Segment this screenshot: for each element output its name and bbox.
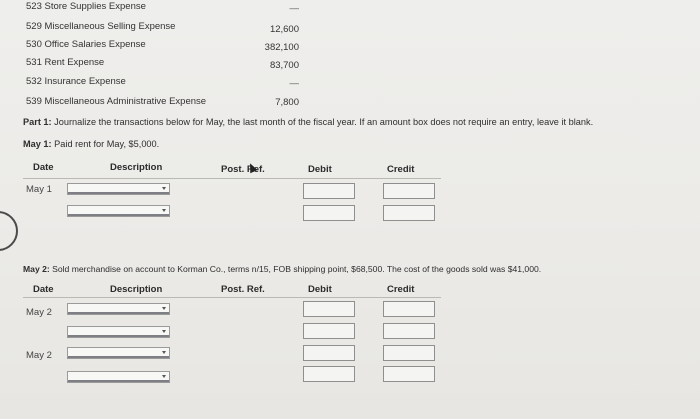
account-539-amount: 7,800 [275, 97, 299, 108]
table2-debit-header: Debit [308, 284, 332, 295]
table1-debit-header: Debit [308, 164, 332, 175]
table2-row1-debit-input[interactable] [303, 301, 355, 317]
may2-text: Sold merchandise on account to Korman Co., terms n/15, FOB shipping point, $68,500. The cost of the goods sold was $41,000. [52, 264, 542, 274]
chevron-down-icon [162, 351, 166, 354]
account-530-amount: 382,100 [264, 42, 299, 53]
circle-icon[interactable] [0, 211, 18, 251]
chevron-down-icon [162, 375, 166, 378]
table2-postref-header: Post. Ref. [221, 284, 265, 295]
table2-row3-account-select[interactable] [67, 347, 170, 359]
table2-row2-account-select[interactable] [67, 326, 170, 338]
table2-row4-debit-input[interactable] [303, 366, 355, 382]
table1-row2-account-select[interactable] [67, 205, 170, 217]
table2-row2-debit-input[interactable] [303, 323, 355, 339]
table1-date-may1: May 1 [26, 184, 52, 195]
table1-header-rule [23, 178, 441, 179]
table2-row4-account-select[interactable] [67, 371, 170, 383]
table1-row2-debit-input[interactable] [303, 205, 355, 221]
table1-row1-account-select[interactable] [67, 183, 170, 195]
table1-row1-credit-input[interactable] [383, 183, 435, 199]
table2-description-header: Description [110, 284, 163, 295]
account-539-label: 539 Miscellaneous Administrative Expense [26, 96, 207, 107]
table2-credit-header: Credit [387, 284, 415, 295]
chevron-down-icon [162, 187, 166, 190]
table2-row2-credit-input[interactable] [383, 323, 435, 339]
table2-header-rule [23, 297, 441, 298]
may1-text: Paid rent for May, $5,000. [54, 139, 160, 149]
account-523-amount: — [289, 3, 299, 14]
account-531-amount: 83,700 [269, 60, 299, 71]
account-523-label: 523 Store Supplies Expense [26, 1, 146, 12]
may2-prefix: May 2: [23, 264, 50, 274]
account-530-label: 530 Office Salaries Expense [26, 39, 146, 50]
account-531-label: 531 Rent Expense [26, 57, 105, 68]
table1-postref-header: Post. Ref. [221, 164, 265, 175]
part1-instructions [23, 117, 593, 127]
table2-row3-credit-input[interactable] [383, 345, 435, 361]
table2-row1-credit-input[interactable] [383, 301, 435, 317]
may2-transaction [23, 264, 541, 274]
table1-row1-debit-input[interactable] [303, 183, 355, 199]
chevron-down-icon [162, 209, 166, 212]
table2-date-header: Date [33, 284, 54, 295]
part1-prefix: Part 1: [23, 117, 52, 127]
may1-prefix: May 1: [23, 139, 52, 149]
chevron-down-icon [162, 330, 166, 333]
table2-date-may2-b: May 2 [26, 350, 52, 361]
account-529-label: 529 Miscellaneous Selling Expense [26, 21, 176, 32]
account-532-amount: — [289, 78, 299, 89]
table1-description-header: Description [110, 162, 163, 173]
table1-credit-header: Credit [387, 164, 415, 175]
chevron-down-icon [162, 307, 166, 310]
may1-transaction [23, 139, 159, 149]
part1-text: Journalize the transactions below for May, the last month of the fiscal year. If an amount box does not require an entry, leave it blank. [54, 117, 594, 127]
table2-date-may2-a: May 2 [26, 307, 52, 318]
account-529-amount: 12,600 [269, 24, 299, 35]
table1-date-header: Date [33, 162, 54, 173]
table1-row2-credit-input[interactable] [383, 205, 435, 221]
table2-row3-debit-input[interactable] [303, 345, 355, 361]
table2-row4-credit-input[interactable] [383, 366, 435, 382]
table2-row1-account-select[interactable] [67, 303, 170, 315]
account-532-label: 532 Insurance Expense [26, 76, 126, 87]
